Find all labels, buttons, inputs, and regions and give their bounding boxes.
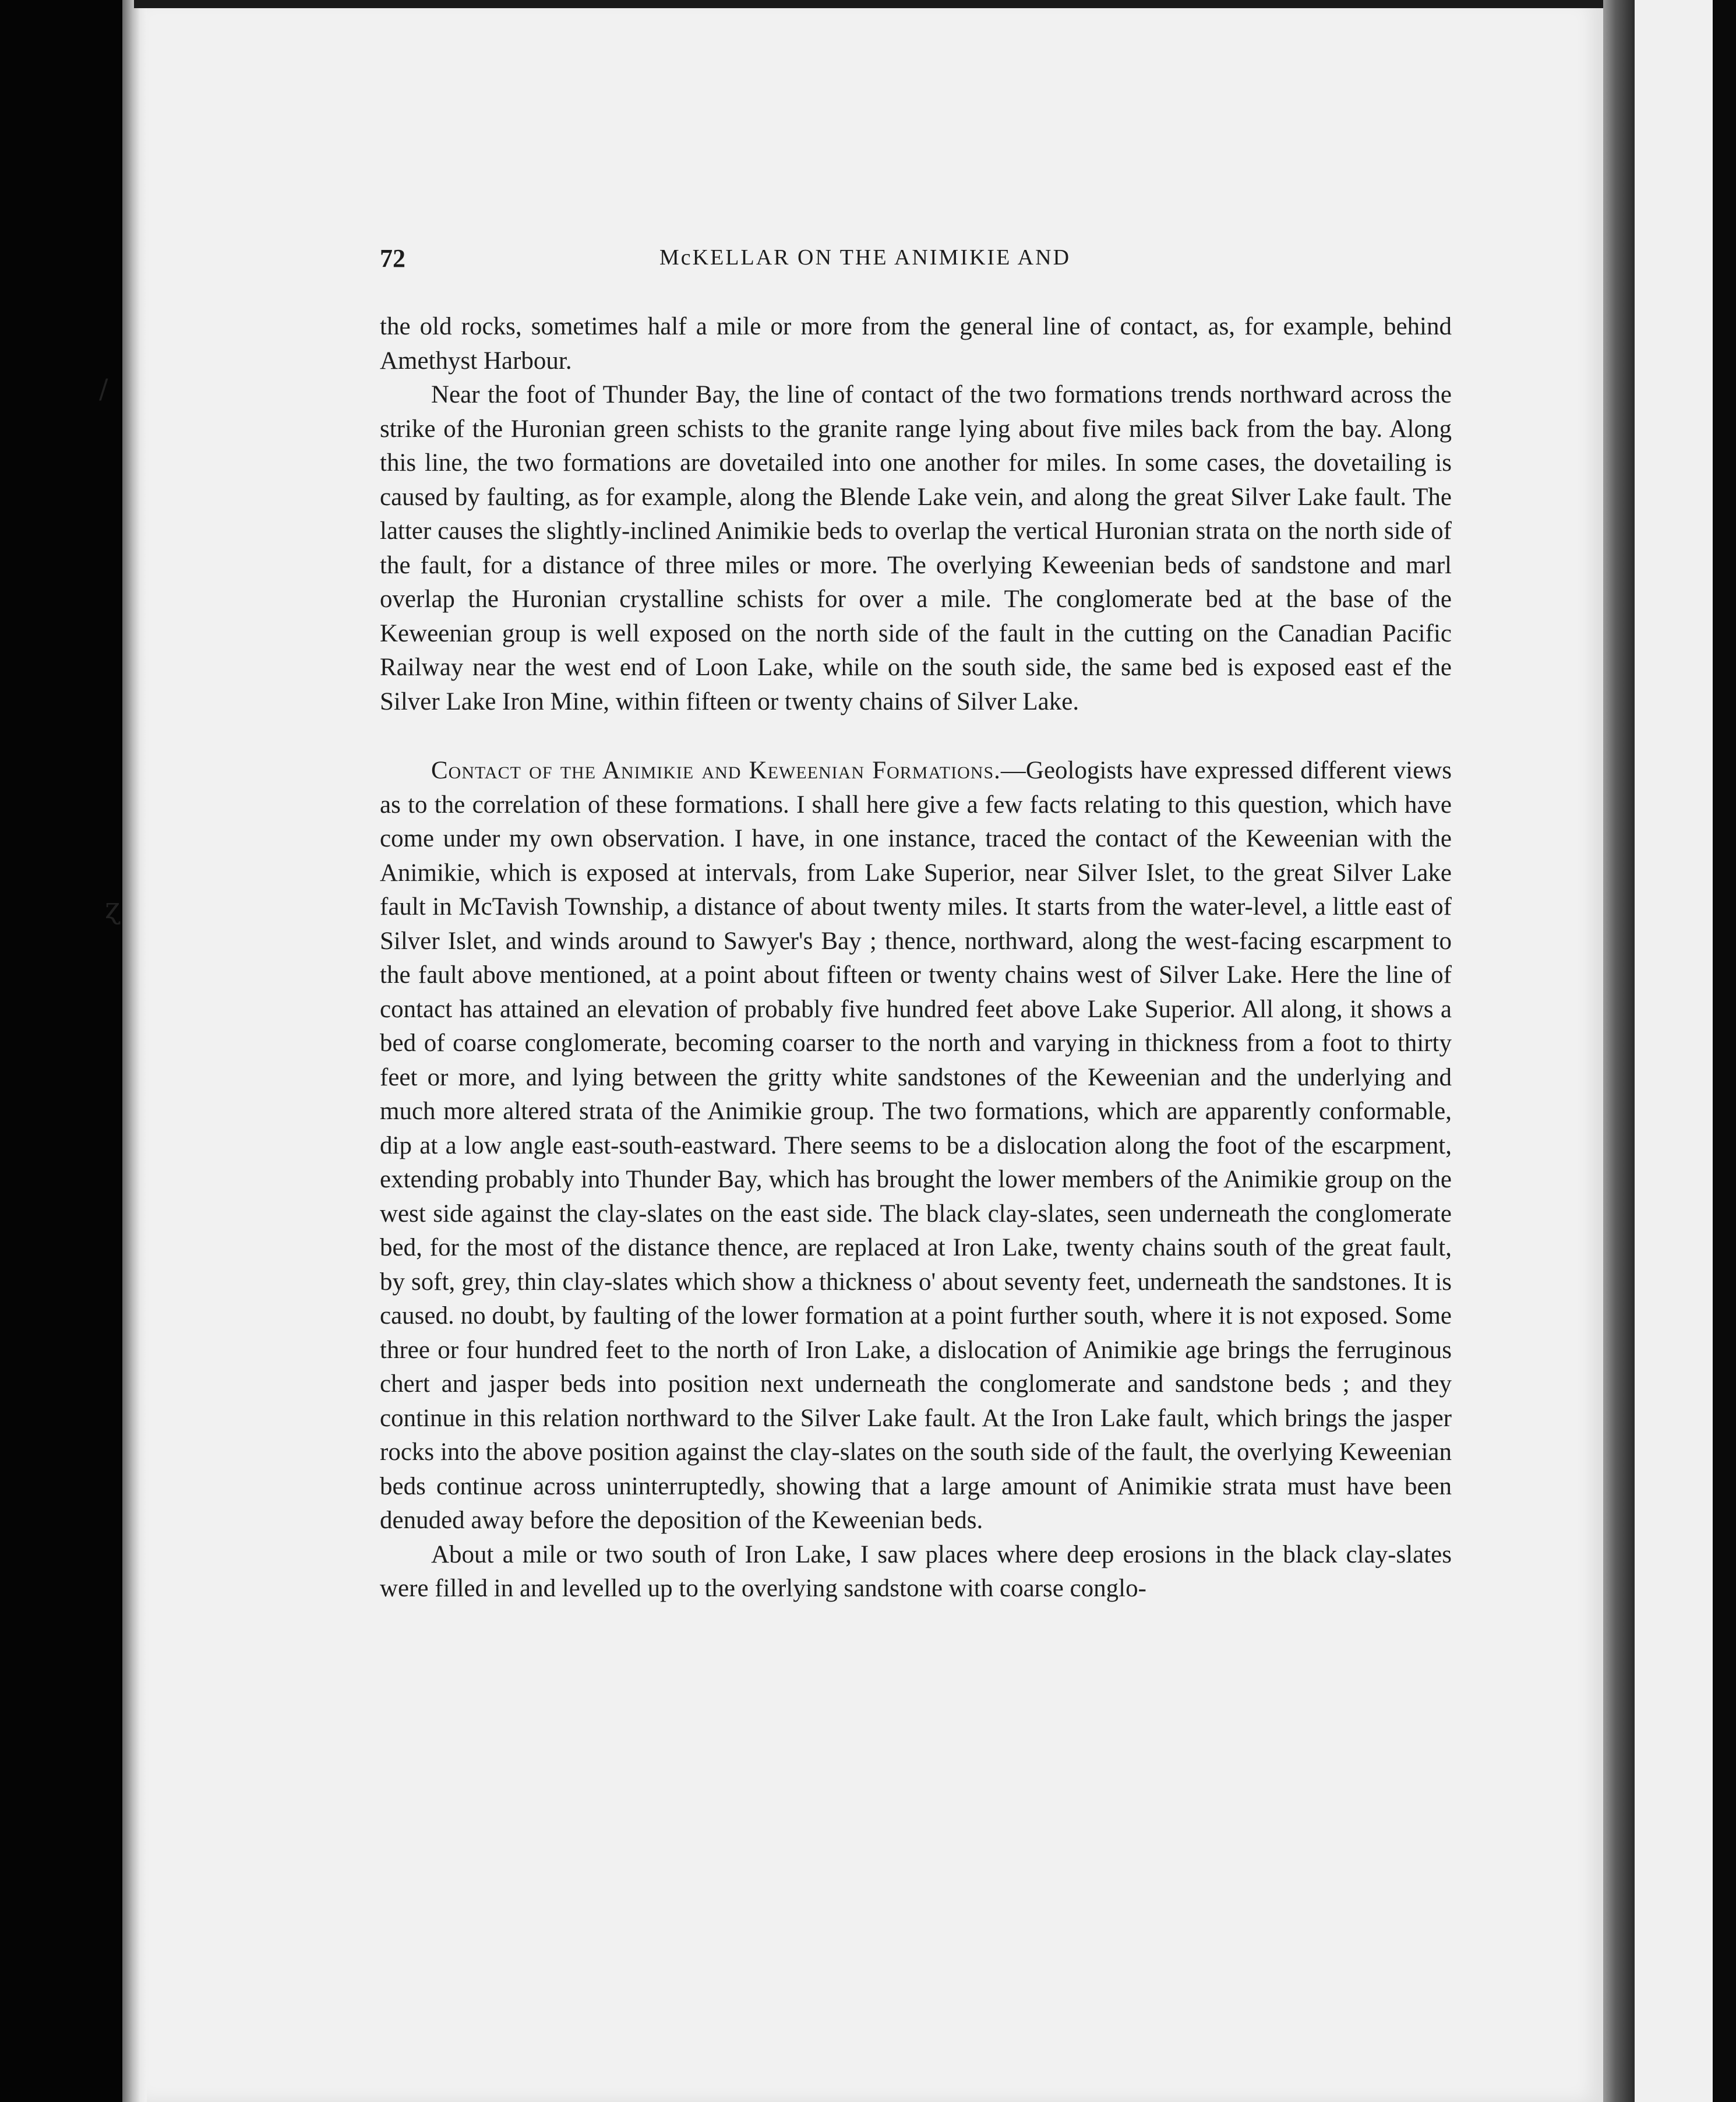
running-head [380,244,1459,278]
paragraph-final: About a mile or two south of Iron Lake, I saw places where deep erosions in the black clay-slates were filled in and levelled up to the overlying sandstone with coarse conglo- [380,1540,1452,1602]
margin-scratch-mark: ɀ [105,891,121,925]
scan-top-edge [134,0,1625,8]
running-title: McKELLAR ON THE ANIMIKIE AND [659,245,1071,270]
section-heading: Contact of the Animikie and Keweenian Formations. [431,757,1001,784]
section-text: —Geologists have expressed different views as to the correlation of these formations. I shall here give a few facts relating to this question, which have come under my own observation. I have, in one instance, traced the contact of the Keweenian with the Animikie, which is exposed at intervals, from Lake Superior, near Silver Islet, to the great Silver Lake fault in McTavish Township, a distance of about twenty miles. It starts from the water-level, a little east of Silver Islet, and winds around to Sawyer's Bay ; thence, northward, along the west-facing escarpment to the fault above mentioned, at a point about fifteen or twenty chains west of Silver Lake. Here the line of contact has attained an elevation of probably five hundred feet above Lake Superior. All along, it shows a bed of coarse conglomerate, becoming coarser to the north and varying in thickness from a foot to thirty feet or more, and lying between the gritty white sandstones of the Keweenian and the underlying and much more altered strata of the Animikie group. The two formations, which are apparently conformable, dip at a low angle east-south-eastward. There seems to be a dislocation along the foot of the escarpment, extending probably into Thunder Bay, which has brought the lower members of the Animikie group on the west side against the clay-slates on the east side. The black clay-slates, seen underneath the conglomerate bed, for the most of the distance thence, are replaced at Iron Lake, twenty chains south of the great fault, by soft, grey, thin clay-slates which show a thickness o' about seventy feet, underneath the sandstones. It is caused. no doubt, by faulting of the lower formation at a point further south, where it is not exposed. Some three or four hundred feet to the north of Iron Lake, a dislocation of Animikie age brings the ferruginous chert and jasper beds into position next underneath the conglomerate and sandstone beds ; and they continue in this relation northward to the Silver Lake fault. At the Iron Lake fault, which brings the jasper rocks into the above position against the clay-slates on the south side of the fault, the overlying Keweenian beds continue across uninterruptedly, showing that a large amount of Animikie strata must have been denuded away before the deposition of the Keweenian beds. [380,757,1452,1534]
page-stack-edge [122,0,148,2102]
paragraph-continuation: the old rocks, sometimes half a mile or more from the general line of contact, as, for example, behind Amethyst Harbour. [380,313,1452,375]
scan-right-margin [1713,0,1736,2102]
paragraph-thunder-bay: Near the foot of Thunder Bay, the line of contact of the two formations trends northward across the strike of the Huronian green schists to the granite range lying about five miles back from the bay. Along this line, the two formations are dovetailed into one another for miles. In some cases, the dovetailing is caused by faulting, as for example, along the Blende Lake vein, and along the great Silver Lake fault. The latter causes the slightly-inclined Animikie beds to overlap the vertical Huronian strata on the north side of the fault, for a distance of three miles or more. The overlying Keweenian beds of sandstone and marl overlap the Huronian crystalline schists for over a mile. The conglomerate bed at the base of the Keweenian group is well exposed on the north side of the fault in the cutting on the Canadian Pacific Railway near the west end of Loon Lake, while on the south side, the same bed is exposed east ef the Silver Lake Iron Mine, within fifteen or twenty chains of Silver Lake. [380,381,1452,715]
margin-scratch-mark: / [99,373,108,404]
page-number: 72 [380,244,405,273]
section-contact-paragraph [380,754,1452,1538]
body-text [380,310,1452,1606]
book-gutter [1603,0,1635,2102]
scan-left-margin [0,0,133,2102]
